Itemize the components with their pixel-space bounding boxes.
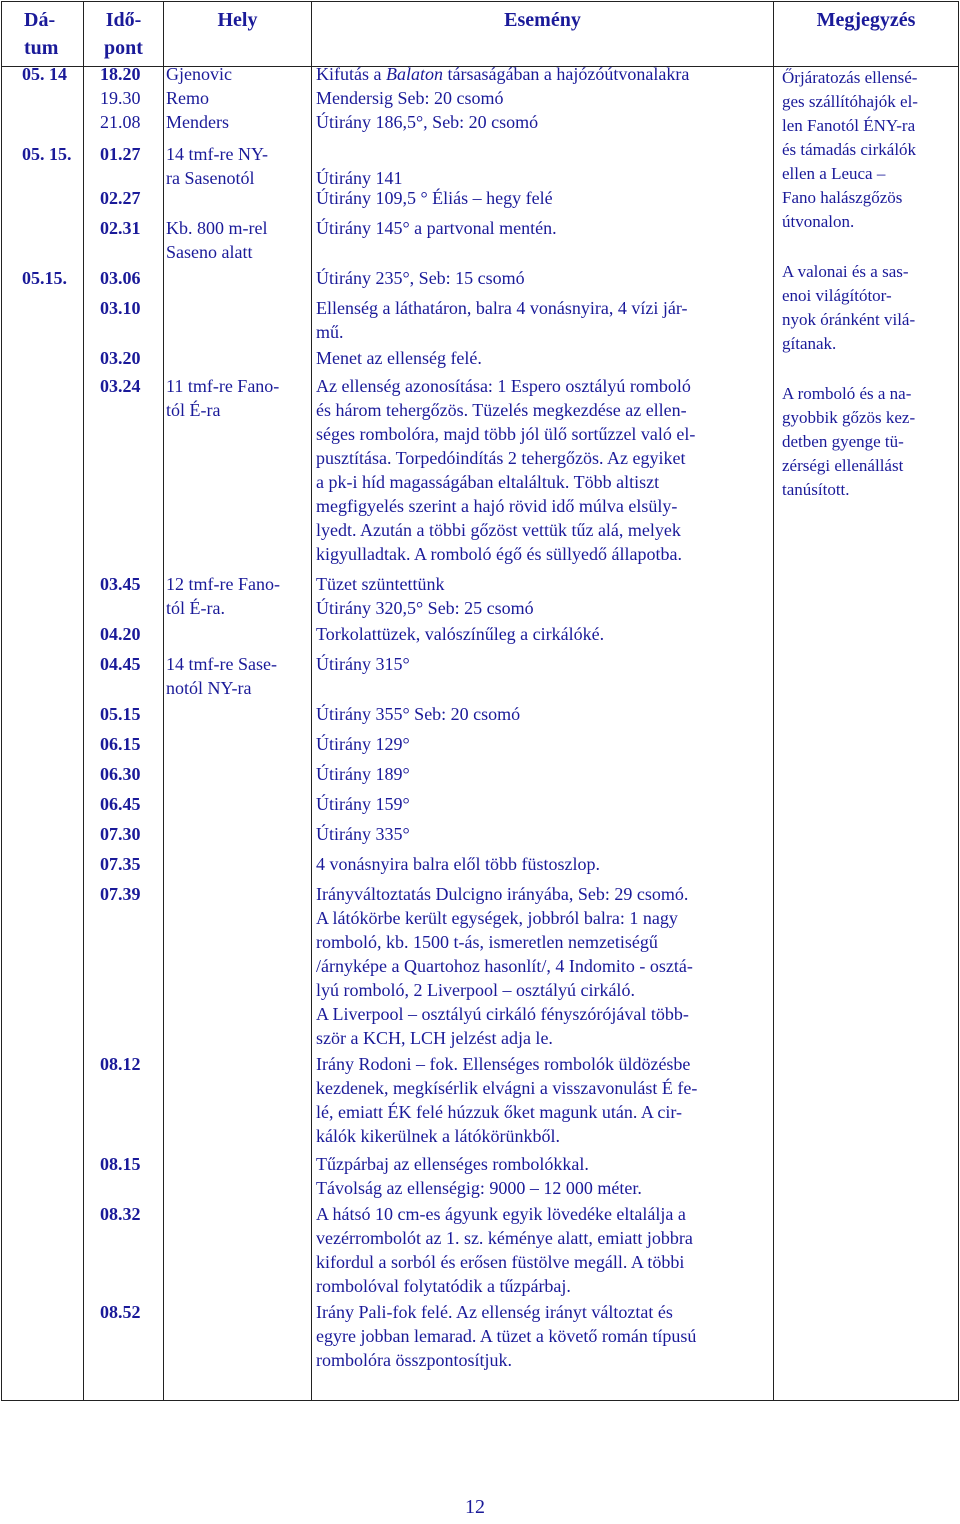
note-line: enoi világítótor- xyxy=(782,286,892,305)
row-time: 08.12 xyxy=(100,1054,141,1074)
row-event-line: vezérrombolót az 1. sz. kéménye alatt, emiatt jobbra xyxy=(316,1228,693,1248)
row-time: 03.20 xyxy=(100,348,141,368)
row-event-line: kezdenek, megkísérlik elvágni a visszavonulást É fe- xyxy=(316,1078,698,1098)
row-time: 21.08 xyxy=(100,112,141,132)
note-line: és támadás cirkálók xyxy=(782,140,917,159)
row-place: ra Sasenotól xyxy=(166,168,255,188)
row-time: 05.15 xyxy=(100,704,141,724)
row-time: 08.32 xyxy=(100,1204,141,1224)
row-event-line: Menet az ellenség felé. xyxy=(316,348,482,368)
row-event-line: Útirány 141 xyxy=(316,168,403,188)
row-date: 05. 14 xyxy=(22,64,67,84)
note-line: detben gyenge tü- xyxy=(782,432,904,451)
row-place: 11 tmf-re Fano- xyxy=(166,376,280,396)
header-row xyxy=(2,2,959,67)
row-event-line: Útirány 355° Seb: 20 csomó xyxy=(316,704,521,724)
row-event-line: Irány Rodoni – fok. Ellenséges rombolók üldözésbe xyxy=(316,1054,691,1074)
row-place: Kb. 800 m-rel xyxy=(166,218,268,238)
header-event: Esemény xyxy=(312,2,774,67)
row-event-line: Útirány 186,5°, Seb: 20 csomó xyxy=(316,112,539,132)
row-event-line: Útirány 189° xyxy=(316,764,410,784)
note-line: Őrjáratozás ellensé- xyxy=(782,68,918,87)
page-number: 12 xyxy=(465,1496,485,1518)
note-line: nyok óránként vilá- xyxy=(782,310,916,329)
row-event-line: Útirány 335° xyxy=(316,824,410,844)
row-event-line: mű. xyxy=(316,322,344,342)
row-place: Saseno alatt xyxy=(166,242,253,262)
row-event-line: Útirány 159° xyxy=(316,794,410,814)
note-line: tanúsított. xyxy=(782,480,850,499)
row-event-line: Irányváltoztatás Dulcigno irányába, Seb: 29 csomó. xyxy=(316,884,689,904)
header-date: Dá- tum xyxy=(2,2,84,67)
row-place: tól É-ra. xyxy=(166,598,225,618)
row-time: 07.39 xyxy=(100,884,141,904)
row-place: tól É-ra xyxy=(166,400,221,420)
row-date: 05.15. xyxy=(22,268,67,288)
row-event-line: Ellenség a láthatáron, balra 4 vonásnyira, 4 vízi jár- xyxy=(316,298,688,318)
row-event-line: kálók kikerülnek a látókörünkből. xyxy=(316,1126,560,1146)
row-place: Menders xyxy=(166,112,229,132)
row-event-line: kigyulladtak. A romboló égő és süllyedő állapotba. xyxy=(316,544,682,564)
row-time: 08.52 xyxy=(100,1302,141,1322)
header-time: Idő- pont xyxy=(84,2,164,67)
row-event-line: Útirány 129° xyxy=(316,734,410,754)
row-place: 14 tmf-re NY- xyxy=(166,144,268,164)
row-event-line: A Liverpool – osztályú cirkáló fényszórójával több- xyxy=(316,1004,689,1024)
note-line: zérségi ellenállást xyxy=(782,456,904,475)
header-place: Hely xyxy=(164,2,312,67)
row-event-line: lé, emiatt ÉK felé húzzuk őket magunk után. A cir- xyxy=(316,1102,683,1122)
row-time: 03.45 xyxy=(100,574,141,594)
row-event-line: /árnyképe a Quartohoz hasonlít/, 4 Indomito - osztá- xyxy=(316,956,693,976)
row-event-line: és három tehergőzös. Tüzelés megkezdése az ellen- xyxy=(316,400,687,420)
row-event-line: Útirány 315° xyxy=(316,654,410,674)
header-notes: Megjegyzés xyxy=(774,2,959,67)
row-time: 03.06 xyxy=(100,268,141,288)
row-place: 14 tmf-re Sase- xyxy=(166,654,277,674)
note-line: gyobbik gőzös kez- xyxy=(782,408,916,427)
row-event-line: Útirány 320,5° Seb: 25 csomó xyxy=(316,598,534,618)
note-line: ellen a Leuca – xyxy=(782,164,886,183)
row-time: 08.15 xyxy=(100,1154,141,1174)
note-line: len Fanotól ÉNY-ra xyxy=(782,116,916,135)
note-line: A romboló és a na- xyxy=(782,384,912,403)
row-event-line: A hátsó 10 cm-es ágyunk egyik lövedéke eltalálja a xyxy=(316,1204,686,1224)
row-event-line: romboló, kb. 1500 t-ás, ismeretlen nemzetiségű xyxy=(316,932,658,952)
row-event-line: ször a KCH, LCH jelzést adja le. xyxy=(316,1028,553,1048)
row-event-line: séges rombolóra, majd több jól ülő sortűzzel való el- xyxy=(316,424,696,444)
row-time: 01.27 xyxy=(100,144,141,164)
row-place: notól NY-ra xyxy=(166,678,252,698)
row-time: 02.27 xyxy=(100,188,141,208)
row-event-line: Útirány 235°, Seb: 15 csomó xyxy=(316,268,525,288)
row-place: Remo xyxy=(166,88,209,108)
row-event-line: lyedt. Azután a többi gőzöst vettük tűz alá, melyek xyxy=(316,520,681,540)
row-event-line: Útirány 109,5 ° Éliás – hegy felé xyxy=(316,188,553,208)
row-place: 12 tmf-re Fano- xyxy=(166,574,280,594)
row-event-line: Tűzpárbaj az ellenséges rombolókkal. xyxy=(316,1154,589,1174)
row-event-line: Torkolattüzek, valószínűleg a cirkálóké. xyxy=(316,624,605,644)
row-event-line: pusztítása. Torpedóindítás 2 tehergőzös. Az egyiket xyxy=(316,448,686,468)
row-event-line: Mendersig Seb: 20 csomó xyxy=(316,88,504,108)
note-line: Fano halászgőzös xyxy=(782,188,903,207)
row-event-line: Tüzet szüntettünk xyxy=(316,574,445,594)
row-time: 07.35 xyxy=(100,854,141,874)
row-event-line: Útirány 145° a partvonal mentén. xyxy=(316,218,557,238)
row-event-line: a pk-i híd magasságában eltaláltuk. Több altiszt xyxy=(316,472,660,492)
row-event-line: megfigyelés szerint a hajó rövid idő múlva elsüly- xyxy=(316,496,678,516)
row-event-line: egyre jobban lemarad. A tüzet a követő román típusú xyxy=(316,1326,697,1346)
row-event-line: A látókörbe került egységek, jobbról balra: 1 nagy xyxy=(316,908,678,928)
note-line: A valonai és a sas- xyxy=(782,262,909,281)
row-time: 07.30 xyxy=(100,824,141,844)
row-event-line: kifordul a sorból és erősen füstölve megáll. A többi xyxy=(316,1252,685,1272)
row-event-line: 4 vonásnyira balra elől több füstoszlop. xyxy=(316,854,600,874)
row-time: 18.20 xyxy=(100,64,141,84)
row-time: 04.45 xyxy=(100,654,141,674)
row-time: 19.30 xyxy=(100,88,141,108)
note-line: útvonalon. xyxy=(782,212,855,231)
row-event-line: rombolóra összpontosítjuk. xyxy=(316,1350,512,1370)
row-place: Gjenovic xyxy=(166,64,232,84)
row-time: 02.31 xyxy=(100,218,141,238)
row-time: 06.30 xyxy=(100,764,141,784)
row-event-line: rombolóval folytatódik a tűzpárbaj. xyxy=(316,1276,571,1296)
row-time: 06.45 xyxy=(100,794,141,814)
row-time: 03.10 xyxy=(100,298,141,318)
row-time: 03.24 xyxy=(100,376,141,396)
row-event-line: lyú romboló, 2 Liverpool – osztályú cirkáló. xyxy=(316,980,635,1000)
row-date: 05. 15. xyxy=(22,144,72,164)
row-event-line: Kifutás a Balaton társaságában a hajózóútvonalakra xyxy=(316,64,690,84)
row-time: 06.15 xyxy=(100,734,141,754)
row-event-line: Irány Pali-fok felé. Az ellenség irányt változtat és xyxy=(316,1302,673,1322)
row-event-line: Távolság az ellenségig: 9000 – 12 000 méter. xyxy=(316,1178,642,1198)
note-line: ges szállítóhajók el- xyxy=(782,92,918,111)
note-line: gítanak. xyxy=(782,334,837,353)
row-event-line: Az ellenség azonosítása: 1 Espero osztályú romboló xyxy=(316,376,691,396)
row-time: 04.20 xyxy=(100,624,141,644)
